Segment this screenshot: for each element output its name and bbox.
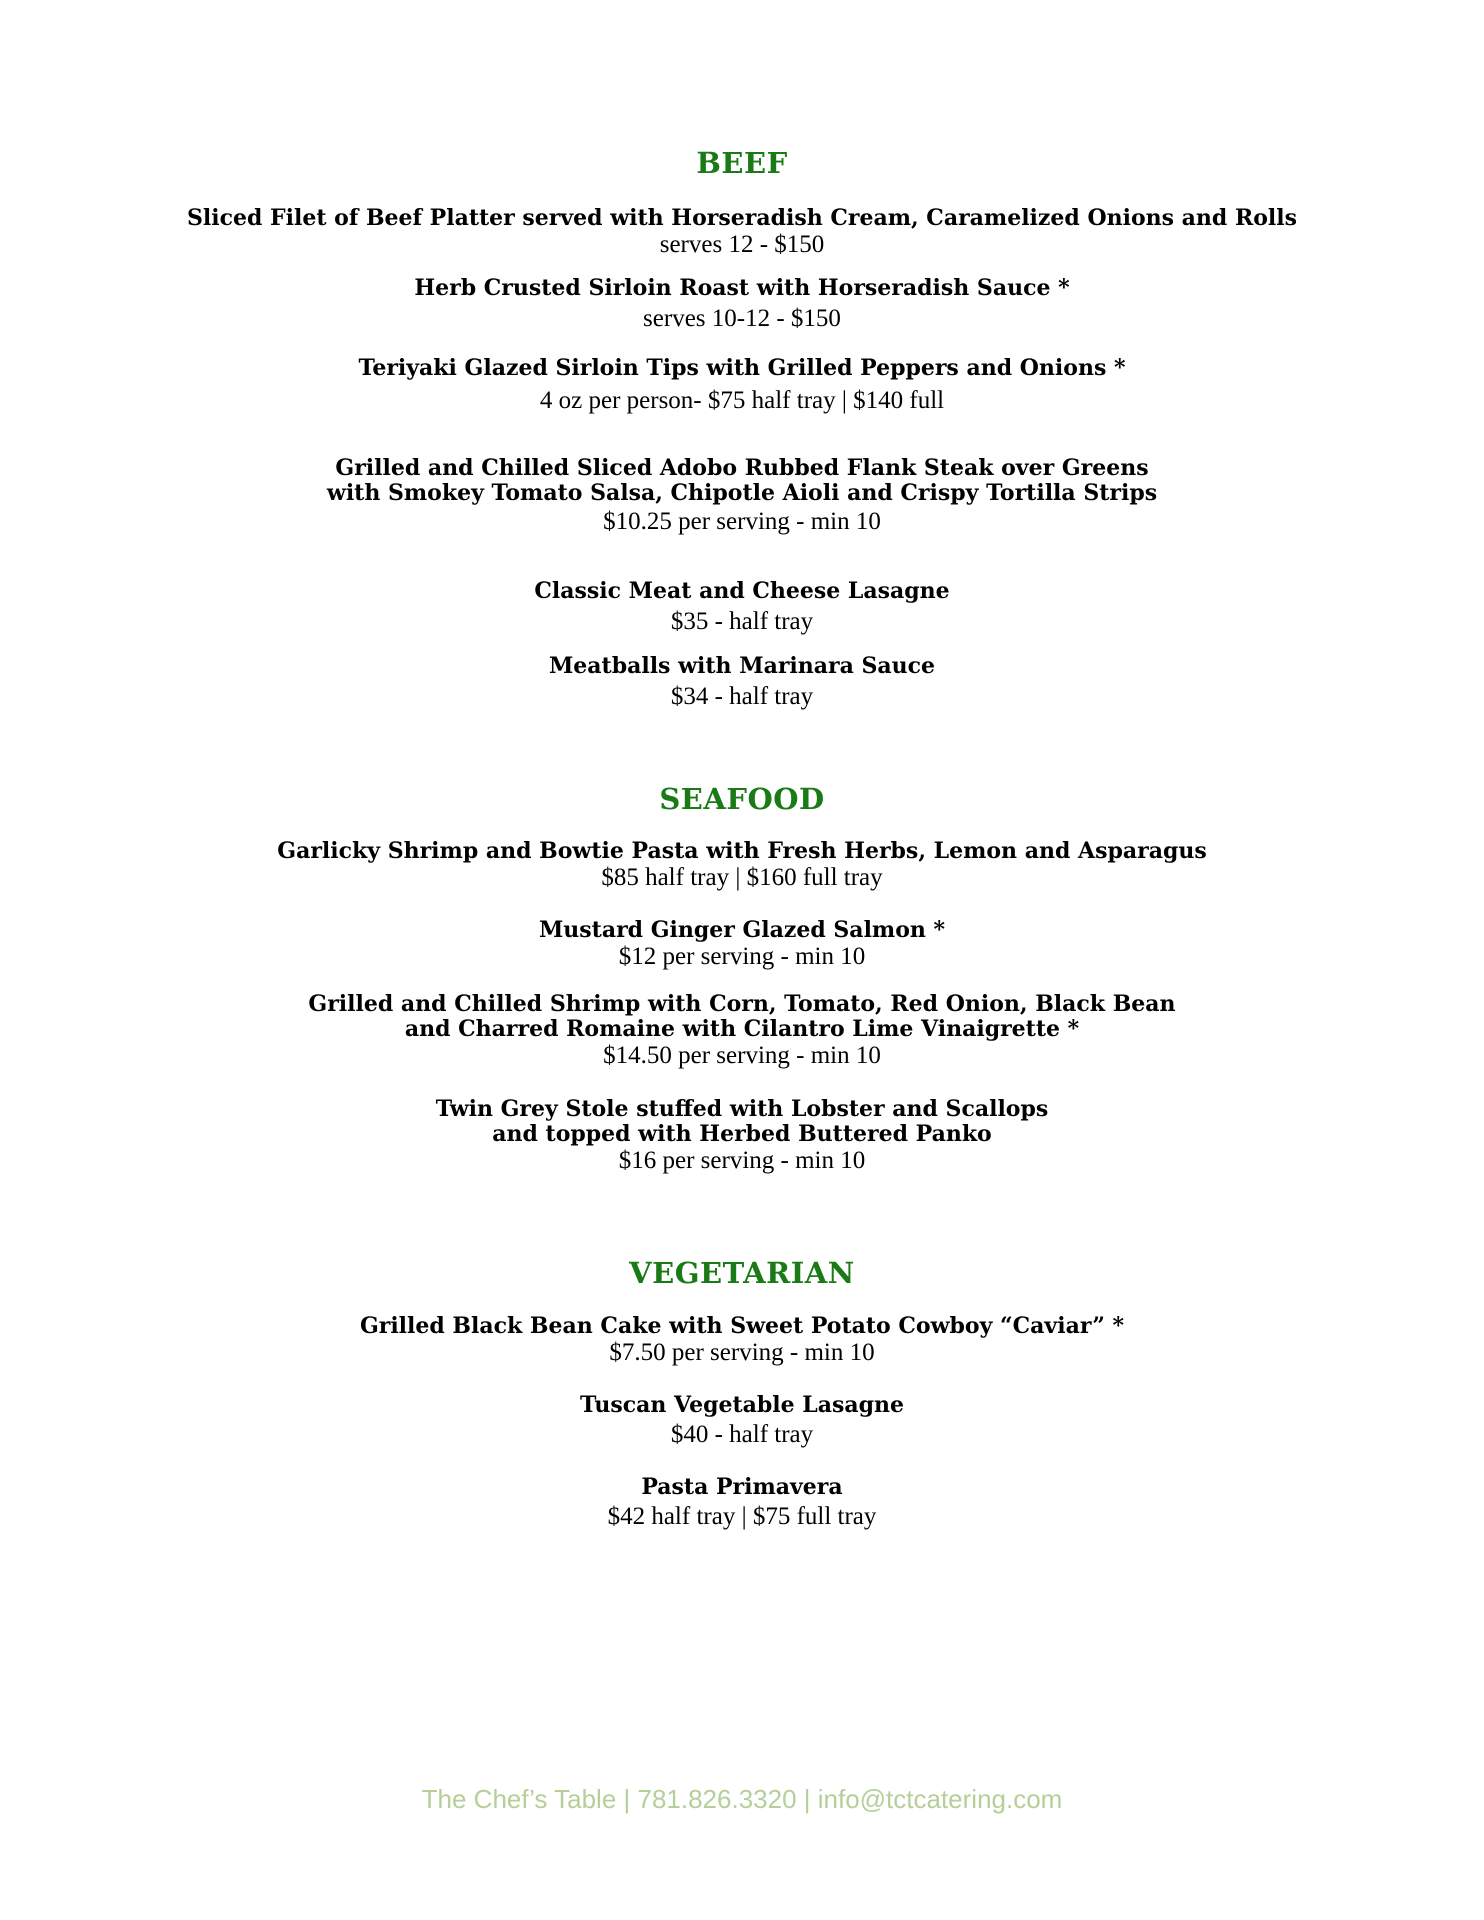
item-title: Herb Crusted Sirloin Roast with Horseradish Sauce * [414, 275, 1070, 301]
item-price: $16 per serving - min 10 [618, 1147, 866, 1174]
item-price: $7.50 per serving - min 10 [609, 1339, 875, 1366]
item-price: $12 per serving - min 10 [618, 943, 866, 970]
menu-item [0, 1393, 1484, 1449]
item-title: Grilled Black Bean Cake with Sweet Potato Cowboy “Caviar” * [359, 1313, 1125, 1339]
menu-item [0, 579, 1484, 636]
item-title: Classic Meat and Cheese Lasagne [534, 578, 950, 604]
item-title: and Charred Romaine with Cilantro Lime Vinaigrette * [404, 1016, 1080, 1042]
item-title: Grilled and Chilled Sliced Adobo Rubbed Flank Steak over Greens [335, 455, 1149, 481]
item-title: Twin Grey Stole stuffed with Lobster and Scallops [435, 1096, 1049, 1122]
section-heading-vegetarian: VEGETARIAN [629, 1256, 855, 1290]
item-price: $42 half tray | $75 full tray [607, 1503, 877, 1530]
menu-item [0, 356, 1484, 415]
footer-contact: The Chef’s Table | 781.826.3320 | info@tctcatering.com [421, 1784, 1063, 1814]
menu-item [0, 654, 1484, 711]
item-price: $85 half tray | $160 full tray [601, 864, 883, 891]
item-title: Meatballs with Marinara Sauce [548, 653, 936, 679]
item-title: Grilled and Chilled Shrimp with Corn, Tomato, Red Onion, Black Bean [308, 991, 1176, 1017]
item-price: $40 - half tray [670, 1421, 814, 1448]
item-price: $10.25 per serving - min 10 [603, 508, 881, 535]
item-title: with Smokey Tomato Salsa, Chipotle Aioli and Crispy Tortilla Strips [326, 480, 1158, 506]
item-title: Tuscan Vegetable Lasagne [579, 1392, 905, 1418]
menu-item [0, 839, 1484, 892]
item-title: Sliced Filet of Beef Platter served with Horseradish Cream, Caramelized Onions and Rolls [186, 205, 1298, 231]
menu-item [0, 1314, 1484, 1367]
section-heading-seafood: SEAFOOD [659, 782, 825, 816]
item-title: Garlicky Shrimp and Bowtie Pasta with Fresh Herbs, Lemon and Asparagus [277, 838, 1207, 864]
item-title: Teriyaki Glazed Sirloin Tips with Grilled Peppers and Onions * [358, 355, 1126, 381]
item-price: serves 12 - $150 [659, 231, 825, 258]
menu-item [0, 456, 1484, 536]
menu-item [0, 992, 1484, 1070]
menu-item [0, 206, 1484, 259]
item-price: $35 - half tray [670, 608, 814, 635]
menu-item [0, 1097, 1484, 1175]
menu-item [0, 276, 1484, 333]
item-price: serves 10-12 - $150 [643, 305, 841, 332]
item-price: $34 - half tray [670, 683, 814, 710]
item-title: Mustard Ginger Glazed Salmon * [538, 917, 946, 943]
item-price: 4 oz per person- $75 half tray | $140 full [539, 387, 945, 414]
menu-item [0, 918, 1484, 971]
item-price: $14.50 per serving - min 10 [603, 1042, 881, 1069]
item-title: and topped with Herbed Buttered Panko [492, 1121, 992, 1147]
section-heading-beef: BEEF [696, 146, 788, 180]
item-title: Pasta Primavera [641, 1474, 843, 1500]
menu-item [0, 1475, 1484, 1531]
